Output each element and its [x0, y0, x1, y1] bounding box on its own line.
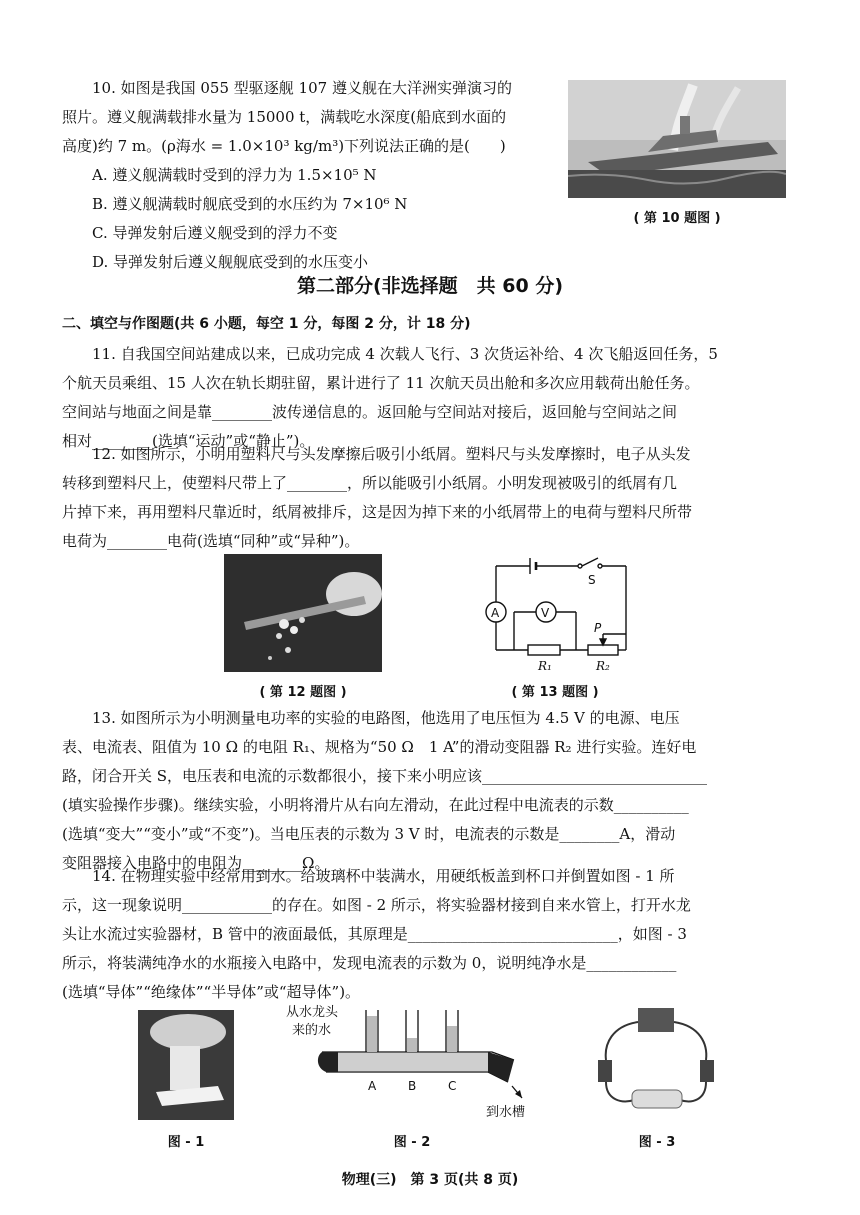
q13-line3: 路，闭合开关 S，电压表和电流的示数都很小，接下来小明应该______________________________ — [62, 767, 708, 785]
q11-line2: 个航天员乘组、15 人次在轨长期驻留，累计进行了 11 次航天员出舱和多次应用载荷出舱任务。 — [62, 374, 700, 392]
q10-stem-line2: 照片。遵义舰满载排水量为 15000 t，满载吃水深度(船底到水面的 — [62, 108, 507, 126]
q12-line1: 12. 如图所示，小明用塑料尺与头发摩擦后吸引小纸屑。塑料尺与头发摩擦时，电子从头发 — [92, 445, 691, 463]
switch-label: S — [588, 573, 596, 587]
question-12 — [62, 440, 802, 556]
q12-ruler-photo — [224, 554, 382, 672]
inlet-label-line1: 从水龙头 — [286, 1005, 339, 1020]
q13-line5: (选填“变大”“变小”或“不变”)。当电压表的示数为 3 V 时，电流表的示数是________A，滑动 — [62, 825, 676, 843]
q13-line6: 变阻器接入电路中的电阻为________Ω。 — [62, 854, 330, 872]
q13-figure-caption: ( 第 13 题图 ) — [511, 685, 599, 700]
q10-option-b: B. 遵义舰满载时舰底受到的水压约为 7×10⁶ N — [92, 195, 408, 213]
fig14-3-photo — [592, 1004, 722, 1120]
q14-line2: 示，这一现象说明____________的存在。如图 - 2 所示，将实验器材接到自来水管上，打开水龙 — [62, 896, 691, 914]
q14-line1: 14. 在物理实验中经常用到水。给玻璃杯中装满水，用硬纸板盖到杯口并倒置如图 - 1 所 — [92, 867, 675, 885]
question-11 — [62, 340, 802, 456]
r1-label: R₁ — [538, 659, 552, 673]
voltmeter-label: V — [541, 606, 550, 620]
q14-line4: 所示，将装满纯净水的水瓶接入电路中，发现电流表的示数为 0，说明纯净水是____________ — [62, 954, 677, 972]
tube-c-label: C — [448, 1079, 457, 1093]
q12-line2: 转移到塑料尺上，使塑料尺带上了________，所以能吸引小纸屑。小明发现被吸引的纸屑有几 — [62, 474, 678, 492]
q13-line2: 表、电流表、阻值为 10 Ω 的电阻 R₁、规格为“50 Ω 1 A”的滑动变阻器 R₂ 进行实验。连好电 — [62, 738, 697, 756]
q10-figure-caption: ( 第 10 题图 ) — [633, 211, 721, 226]
ammeter-label: A — [491, 606, 500, 620]
section2-heading: 二、填空与作图题(共 6 小题，每空 1 分，每图 2 分，计 18 分) — [62, 316, 471, 332]
q11-line3: 空间站与地面之间是靠________波传递信息的。返回舱与空间站对接后，返回舱与空间站之间 — [62, 403, 678, 421]
tube-a-label: A — [368, 1079, 377, 1093]
q11-line4: 相对________(选填“运动”或“静止”)。 — [62, 432, 315, 450]
slider-label: P — [594, 621, 602, 635]
fig14-2-caption: 图 - 2 — [393, 1135, 431, 1150]
q14-line3: 头让水流过实验器材，B 管中的液面最低，其原理是____________________________，如图 - 3 — [62, 925, 687, 943]
q12-line4: 电荷为________电荷(选填“同种”或“异种”)。 — [62, 532, 360, 550]
q11-line1: 11. 自我国空间站建成以来，已成功完成 4 次载人飞行、3 次货运补给、4 次飞船返回任务，5 — [92, 345, 718, 363]
page-footer: 物理(三) 第 3 页(共 8 页) — [341, 1172, 519, 1188]
q14-line5: (选填“导体”“绝缘体”“半导体”或“超导体”)。 — [62, 983, 361, 1001]
inlet-label-line2: 来的水 — [292, 1023, 332, 1038]
outlet-label: 到水槽 — [486, 1105, 526, 1120]
part2-title: 第二部分(非选择题 共 60 分) — [296, 275, 564, 297]
q10-warship-photo — [568, 80, 786, 198]
q12-line3: 片掉下来，再用塑料尺靠近时，纸屑被排斥，这是因为掉下来的小纸屑带上的电荷与塑料尺所带 — [62, 503, 693, 521]
fig14-1-caption: 图 - 1 — [167, 1135, 205, 1150]
question-10 — [62, 74, 562, 277]
q13-line1: 13. 如图所示为小明测量电功率的实验的电路图，他选用了电压恒为 4.5 V 的电源、电压 — [92, 709, 680, 727]
q10-stem-line3: 高度)约 7 m。(ρ海水 = 1.0×10³ kg/m³)下列说法正确的是( ) — [62, 137, 506, 155]
q10-option-a: A. 遵义舰满载时受到的浮力为 1.5×10⁵ N — [92, 166, 377, 184]
q10-option-c: C. 导弹发射后遵义舰受到的浮力不变 — [92, 224, 338, 242]
q10-option-d: D. 导弹发射后遵义舰舰底受到的水压变小 — [92, 253, 369, 271]
q12-figure-caption: ( 第 12 题图 ) — [259, 685, 347, 700]
fig14-3-caption: 图 - 3 — [638, 1135, 676, 1150]
tube-b-label: B — [408, 1079, 417, 1093]
fig14-2-pipe-diagram — [282, 1002, 542, 1124]
r2-label: R₂ — [596, 659, 610, 673]
q13-line4: (填实验操作步骤)。继续实验，小明将滑片从右向左滑动，在此过程中电流表的示数__________ — [62, 796, 689, 814]
q10-stem-line1: 10. 如图是我国 055 型驱逐舰 107 遵义舰在大洋洲实弹演习的 — [92, 79, 512, 97]
fig14-1-photo — [138, 1010, 234, 1120]
q13-circuit-diagram — [470, 554, 640, 676]
question-14 — [62, 862, 802, 1007]
question-13 — [62, 704, 802, 878]
